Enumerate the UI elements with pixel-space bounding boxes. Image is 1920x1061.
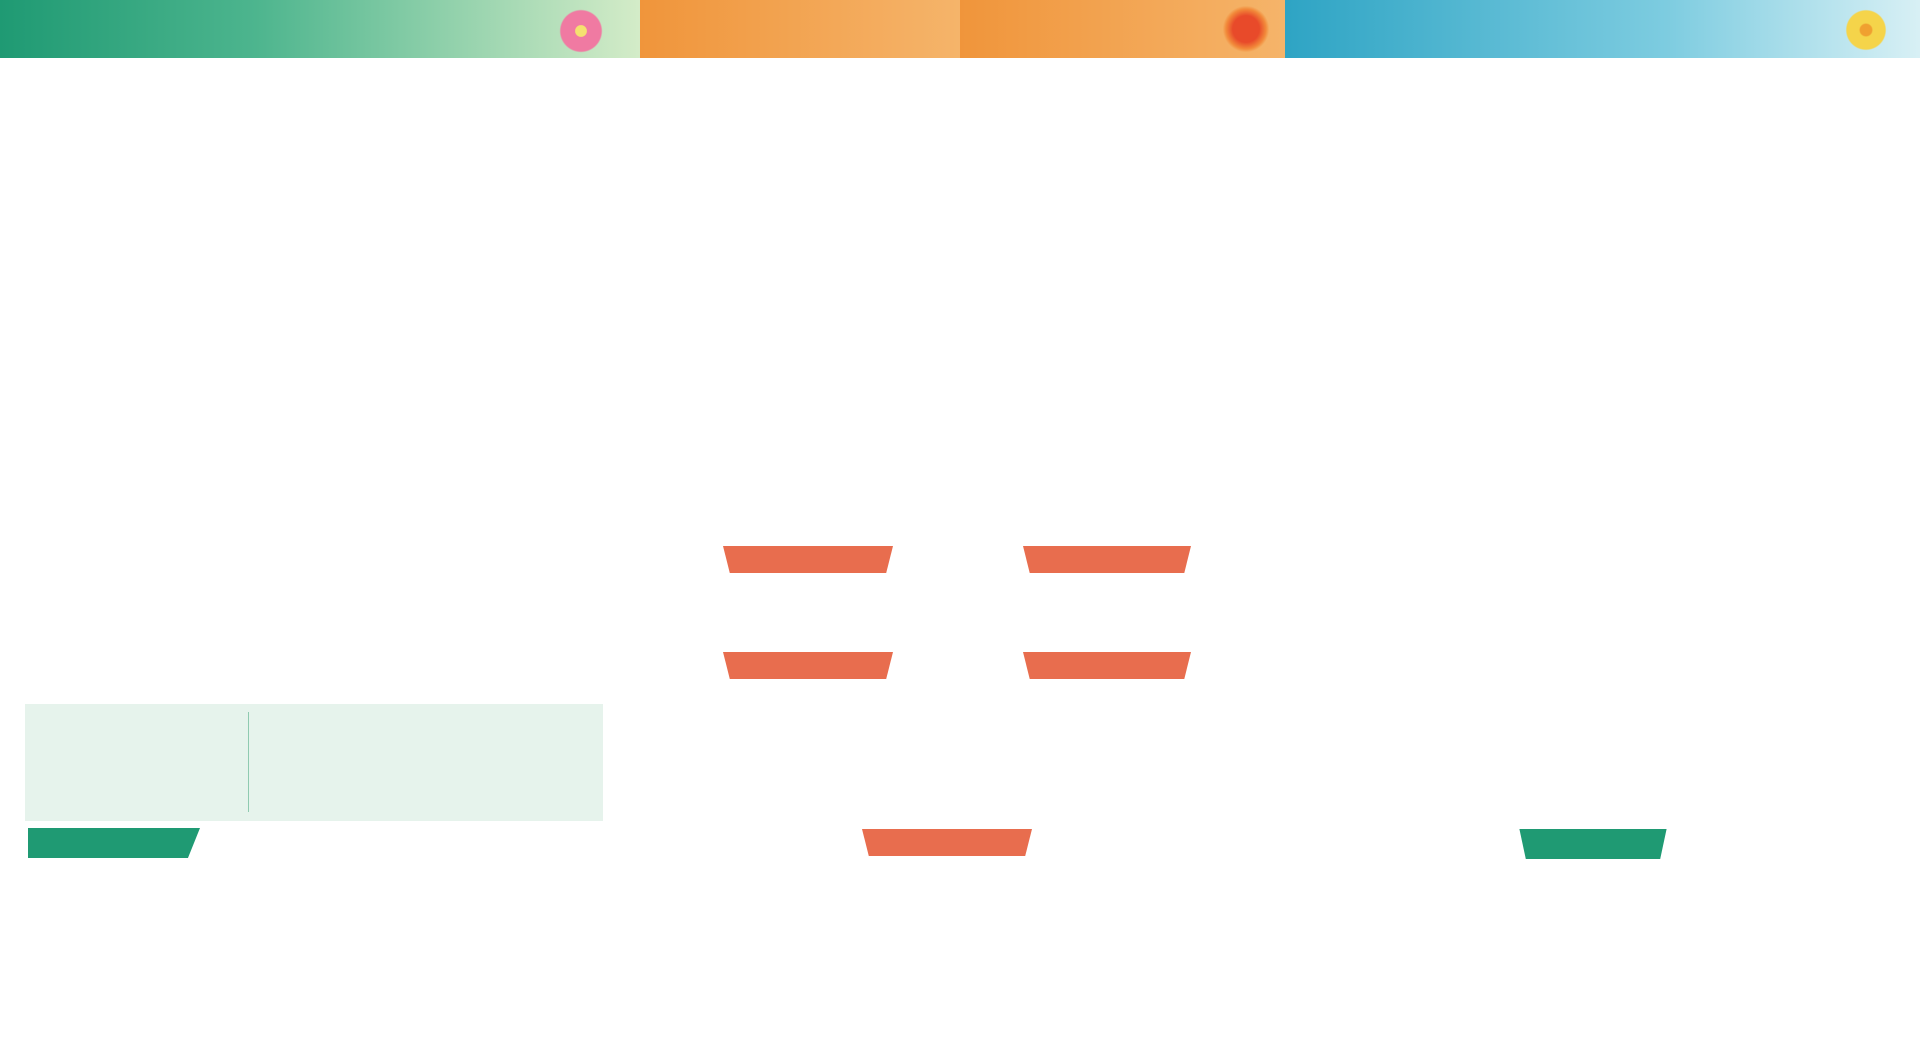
leaf-icon xyxy=(1222,6,1270,52)
flower-icon xyxy=(555,8,607,54)
panel-divider xyxy=(248,712,249,812)
flower-icon xyxy=(1843,8,1889,52)
stats-title xyxy=(28,828,200,858)
staff-tag xyxy=(862,829,1032,856)
banner-sunday xyxy=(0,0,640,58)
offering-tag xyxy=(1023,652,1191,679)
banner-afternoon xyxy=(640,0,960,58)
guide-tag xyxy=(723,652,893,679)
clubs-title xyxy=(1513,829,1673,859)
info-panel xyxy=(25,704,603,821)
friday-prayer-tag xyxy=(723,546,893,573)
dawn-prayer-tag xyxy=(1023,546,1191,573)
banner-wednesday xyxy=(960,0,1285,58)
banner-study xyxy=(1285,0,1920,58)
